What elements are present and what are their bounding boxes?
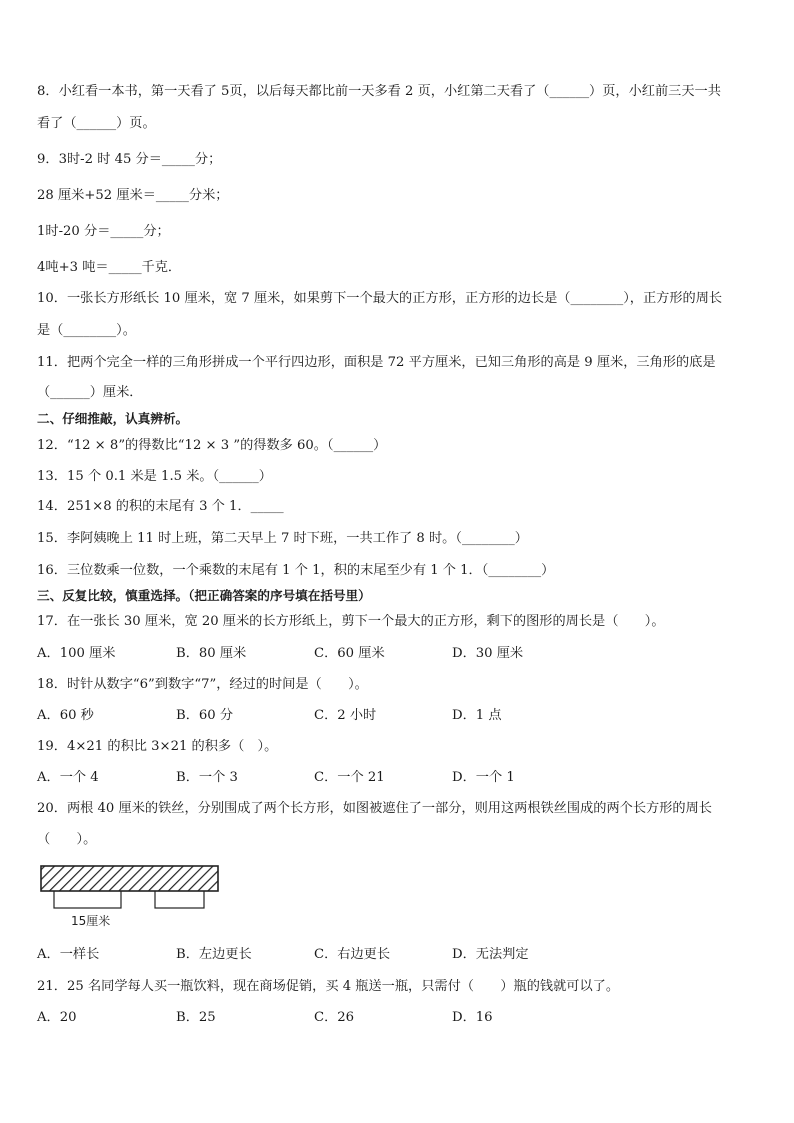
section3-title: 三、反复比较，慎重选择。（把正确答案的序号填在括号里） [37, 588, 371, 603]
q21-option-b: B．25 [176, 1010, 216, 1025]
q15: 15．李阿姨晚上 11 时上班，第二天早上 7 时下班，一共工作了 8 时。（________） [37, 531, 528, 546]
q11-line2: （______）厘米． [37, 385, 143, 400]
q20-option-c: C．右边更长 [314, 947, 391, 962]
q8-line2: 看了（______）页。 [37, 116, 156, 131]
q20-option-b: B．左边更长 [176, 947, 252, 962]
q12: 12．“12 × 8”的得数比“12 × 3 ”的得数多 60。（______） [37, 438, 387, 453]
q19-option-d: D．一个 1 [452, 770, 515, 785]
q20-line1: 20．两根 40 厘米的铁丝，分别围成了两个长方形，如图被遮住了一部分，则用这两根铁丝围成的两个长方形的周长 [37, 801, 712, 816]
q20-figure [38, 862, 223, 932]
q18-option-a: A．60 秒 [37, 708, 94, 723]
q20-option-d: D．无法判定 [452, 947, 529, 962]
q21-option-a: A．20 [37, 1010, 77, 1025]
q9-b: 28 厘米+52 厘米＝_____分米； [37, 188, 229, 203]
q21-options [37, 1008, 597, 1028]
q10-line2: 是（________）。 [37, 323, 136, 338]
q9-c: 1时-20 分＝_____分； [37, 224, 170, 239]
q14: 14．251×8 的积的末尾有 3 个 1．_____ [37, 499, 284, 514]
q13: 13．15 个 0.1 米是 1.5 米。（______） [37, 469, 272, 484]
q11-line1: 11．把两个完全一样的三角形拼成一个平行四边形，面积是 72 平方厘米，已知三角形的高是 9 厘米，三角形的底是 [37, 355, 716, 370]
q9-d: 4吨+3 吨＝_____千克． [37, 260, 182, 275]
q17-option-b: B．80 厘米 [176, 646, 247, 661]
q17-stem: 17．在一张长 30 厘米，宽 20 厘米的长方形纸上，剪下一个最大的正方形，剩下的图形的周长是（ ）。 [37, 614, 665, 629]
q17-options [37, 644, 597, 664]
q21-option-d: D．16 [452, 1010, 493, 1025]
q20-option-a: A．一样长 [37, 947, 100, 962]
q20-line2: （ ）。 [37, 832, 97, 847]
q21-option-c: C．26 [314, 1010, 355, 1025]
q17-option-d: D．30 厘米 [452, 646, 524, 661]
q19-option-b: B．一个 3 [176, 770, 238, 785]
q21-stem: 21．25 名同学每人买一瓶饮料，现在商场促销，买 4 瓶送一瓶，只需付（ ）瓶的钱就可以了。 [37, 979, 620, 994]
q18-option-d: D．1 点 [452, 708, 502, 723]
q18-option-b: B．60 分 [176, 708, 234, 723]
q19-options [37, 768, 597, 788]
q10-line1: 10．一张长方形纸长 10 厘米，宽 7 厘米，如果剪下一个最大的正方形，正方形的边长是（________），正方形的周长 [37, 291, 723, 306]
q18-options [37, 706, 597, 726]
hatched-cover-bar [41, 866, 218, 891]
q19-option-a: A．一个 4 [37, 770, 99, 785]
q9-a: 9．3时-2 时 45 分＝_____分； [37, 152, 222, 167]
q19-stem: 19．4×21 的积比 3×21 的积多（ ）。 [37, 739, 278, 754]
q18-option-c: C．2 小时 [314, 708, 377, 723]
section2-title: 二、仔细推敲，认真辨析。 [37, 411, 189, 426]
figure-label: 15厘米 [71, 914, 111, 928]
q17-option-a: A．100 厘米 [37, 646, 116, 661]
q8-line1: 8．小红看一本书，第一天看了 5页，以后每天都比前一天多看 2 页，小红第二天看了（______）页，小红前三天一共 [37, 84, 721, 99]
q18-stem: 18．时针从数字“6”到数字“7”，经过的时间是（ ）。 [37, 677, 368, 692]
q16: 16．三位数乘一位数，一个乘数的末尾有 1 个 1，积的末尾至少有 1 个 1．（________） [37, 563, 555, 578]
q19-option-c: C．一个 21 [314, 770, 385, 785]
q20-options [37, 945, 597, 965]
q17-option-c: C．60 厘米 [314, 646, 385, 661]
